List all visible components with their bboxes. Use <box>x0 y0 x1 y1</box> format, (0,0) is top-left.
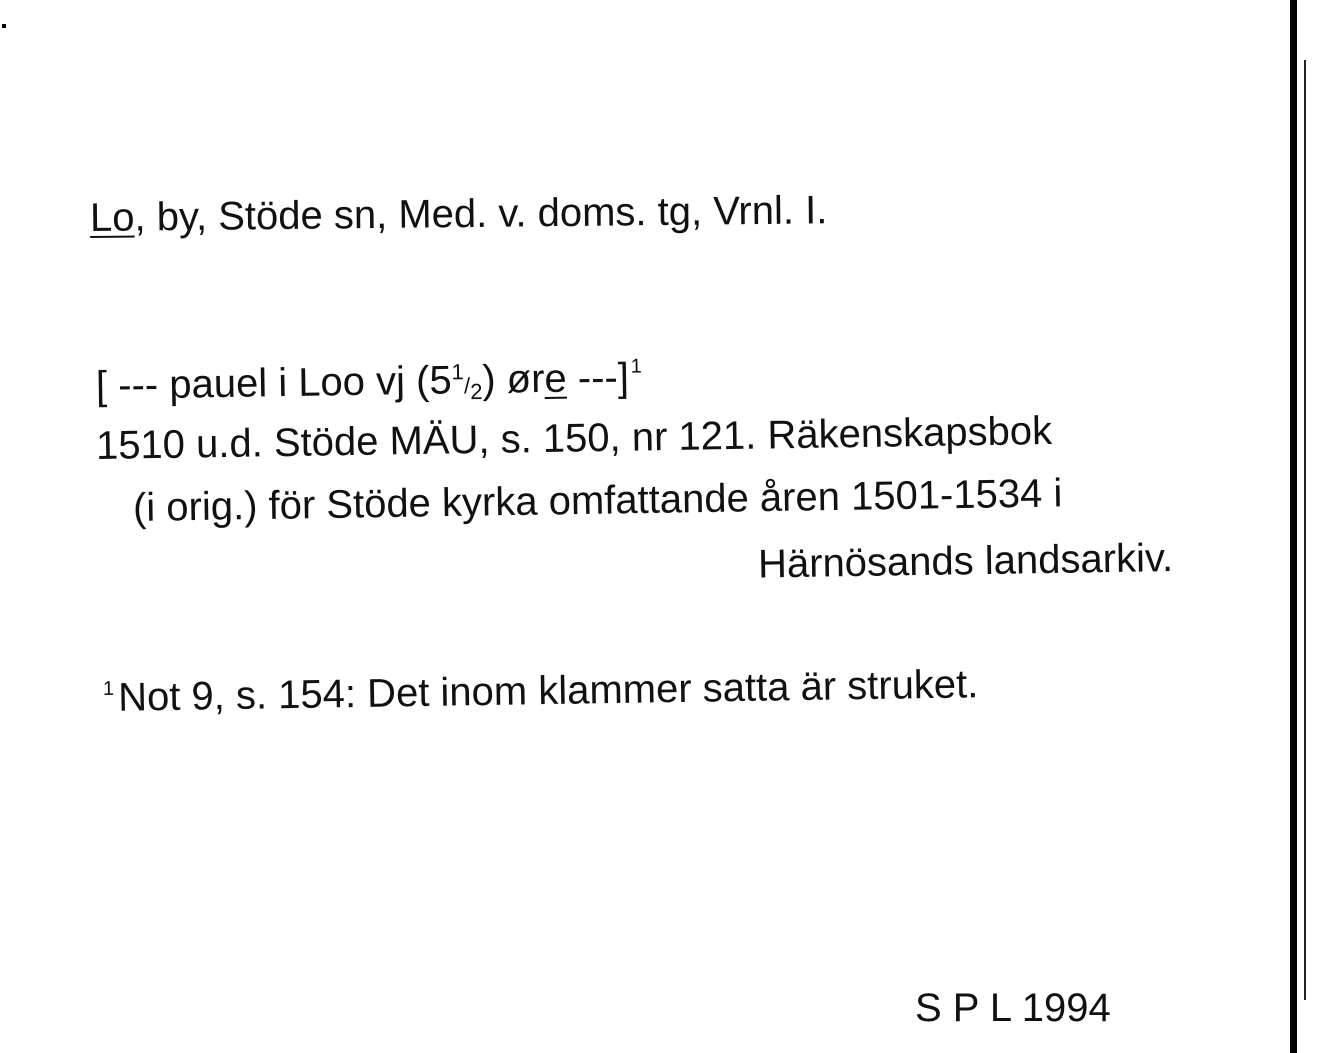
footnote-marker: 1 <box>102 677 115 700</box>
quote-close: ---] <box>566 355 630 401</box>
footnote-reference: 1 <box>630 355 643 378</box>
quoted-entry <box>96 355 643 411</box>
quote-e-underlined: e <box>544 356 568 401</box>
heading-rest: , by, Stöde sn, Med. v. doms. tg, Vrnl. I. <box>134 188 828 240</box>
source-line-2: (i orig.) för Stöde kyrka omfattande åren 1501-1534 i <box>132 471 1063 530</box>
footnote-text: Not 9, s. 154: Det inom klammer satta är struket. <box>117 662 979 720</box>
card-edge-line-secondary <box>1304 60 1306 1000</box>
quote-vj: vj <box>375 359 406 404</box>
card-edge-line <box>1290 0 1297 1053</box>
footnote <box>103 662 979 721</box>
source-line-1: 1510 u.d. Stöde MÄU, s. 150, nr 121. Räkenskapsbok <box>95 408 1053 468</box>
fraction: 1/2 <box>451 359 483 405</box>
card-heading <box>90 188 828 241</box>
source-line-3: Härnösands landsarkiv. <box>757 536 1174 587</box>
quote-open: [ --- pauel i Loo <box>95 359 377 408</box>
signature: S P L 1994 <box>915 986 1111 1030</box>
place-name: Lo <box>89 195 135 240</box>
quote-paren-close: ) ør <box>481 356 545 402</box>
quote-paren-open: (5 <box>404 358 452 404</box>
scan-speck <box>2 24 6 28</box>
